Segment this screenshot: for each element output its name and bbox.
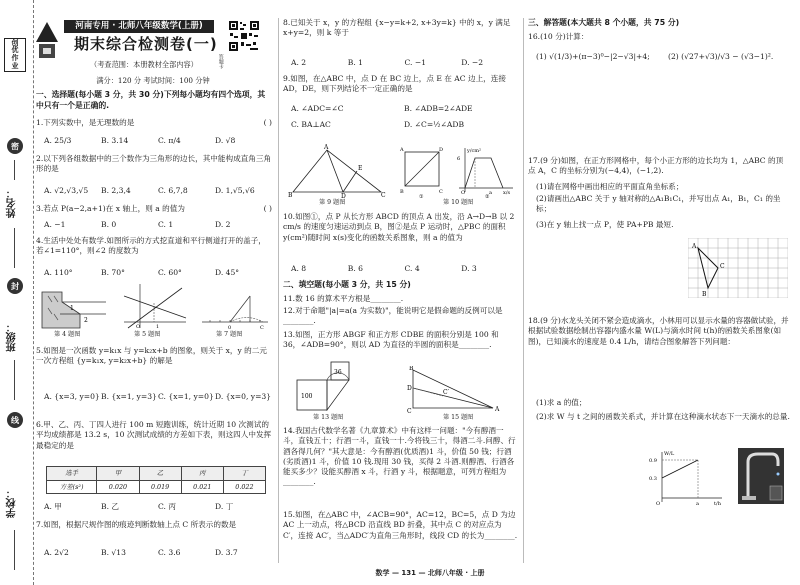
question-8 [283, 18, 518, 39]
question-text: 3.若点 P(a−2,a+1)在 x 轴上，则 a 的值为 [36, 204, 185, 213]
option[interactable]: A. 甲 [44, 502, 62, 511]
seal-mark: 封 [7, 278, 23, 294]
option[interactable]: C. −1 [404, 58, 427, 67]
option[interactable]: B. 1 [347, 58, 363, 67]
option[interactable]: C. {x=1, y=0} [158, 392, 214, 401]
exam-title: 期末综合检测卷(一) [74, 35, 218, 53]
q3-options [44, 220, 272, 230]
option[interactable]: B. {x=1, y=3} [101, 392, 157, 401]
option[interactable]: D. 2 [215, 220, 231, 229]
option[interactable]: A. −1 [44, 220, 66, 229]
graph-value: 0.9 [649, 458, 657, 464]
figure-q18-graph [648, 448, 728, 506]
option[interactable]: B. √13 [101, 548, 126, 557]
logo-icon [34, 20, 60, 60]
svg-text:①: ① [419, 194, 424, 198]
graph-x-label: t/h [714, 501, 721, 506]
svg-text:a: a [489, 190, 492, 196]
option[interactable]: A. {x=3, y=0} [44, 392, 100, 401]
question-14: 14.我国古代数学名著《九章算术》中有这样一问题："今有醇酒一斗，直钱五十；行酒一斗，直钱一十.今将钱三十，得酒二斗.问醇、行酒各得几何？"其大意是：今有醇酒(优质酒)1 斗，价值 50 钱；行酒(劣质酒)1 斗，价值 10 钱.现用 30 钱，买得 2 斗酒.则醇酒、行酒各能买多少？设能买醇酒 x 斗，行酒 y 斗，根据题意，可列方程组为________. [283, 426, 516, 487]
option[interactable]: A. 25/3 [44, 136, 72, 145]
question-15: 15.如图，在△ABC 中，∠ACB=90°，AC=12，BC=5，点 D 为边 AC 上一动点，将△BCD 沿直线 BD 折叠，其中点 C 的对应点为 C′，连接 AC′，当△ADC′为直角三角形时，线段 CD 的长为________. [283, 510, 518, 540]
seal-mark: 线 [7, 412, 23, 428]
figure-caption: 第 4 题图 [54, 331, 81, 338]
figure-q17-grid [688, 238, 788, 298]
table-cell: 0.019 [139, 480, 181, 494]
question-10 [283, 212, 518, 243]
q8-options [291, 58, 518, 68]
option[interactable]: A. 8 [291, 264, 307, 273]
q10-options [291, 264, 518, 274]
svg-text:y/cm²: y/cm² [467, 148, 482, 154]
svg-text:C: C [439, 189, 443, 195]
svg-text:B: B [409, 366, 414, 372]
svg-text:C: C [260, 325, 264, 330]
qr-caption: 答题卡 [217, 54, 224, 69]
option[interactable]: D. {x=0, y=3} [215, 392, 272, 401]
option[interactable]: D. 45° [215, 268, 240, 277]
question-4 [36, 236, 272, 257]
option[interactable]: B. 0 [101, 220, 117, 229]
question-2 [36, 154, 272, 175]
section-1-title: 一、选择题(每小题 3 分，共 30 分)下列每小题均有四个选项，其中只有一个是正确的. [36, 90, 266, 110]
svg-text:C: C [720, 263, 725, 270]
figure-caption: 第 13 题图 [313, 414, 344, 421]
svg-text:D: D [439, 147, 444, 153]
column-divider [523, 18, 524, 563]
option[interactable]: B. 6 [347, 264, 363, 273]
class-label: 班级： [7, 322, 18, 352]
svg-text:0: 0 [228, 325, 232, 330]
graph-value: a [696, 501, 699, 506]
question-3 [36, 204, 272, 214]
school-label: 学校： [7, 488, 18, 518]
table-header-cell: 丙 [181, 467, 223, 481]
option[interactable]: C. 3.6 [158, 548, 181, 557]
figure-q10 [399, 144, 517, 198]
table-cell: 方差(s²) [47, 480, 97, 494]
table-header-cell: 选手 [47, 467, 97, 481]
option[interactable]: D. ∠C=½∠ADB [404, 120, 465, 130]
option[interactable]: B. 乙 [101, 502, 120, 511]
option[interactable]: B. 3.14 [101, 136, 129, 145]
qr-code-icon[interactable] [228, 20, 260, 52]
question-13: 13.如图，正方形 ABGF 和正方形 CDBE 的面积分别是 100 和 36，∠ADB=90°，则以 AD 为直径的半圆的面积是________. [283, 330, 499, 350]
class-line[interactable] [14, 360, 15, 400]
graph-y-label: W/L [664, 451, 675, 457]
option[interactable]: B. ∠ADB=2∠ADE [404, 104, 473, 113]
section-3-title: 三、解答题(本大题共 8 个小题，共 75 分) [528, 18, 680, 27]
brand-char: 作 [11, 54, 19, 62]
figure-caption: 第 7 题图 [216, 331, 243, 338]
q2-options [44, 186, 272, 196]
school-line[interactable] [14, 530, 15, 570]
faucet-photo-icon [738, 448, 784, 504]
question-12: 12.对于命题"|a|=a(a 为实数)"，能说明它是假命题的反例可以是________. [283, 306, 503, 326]
svg-text:C′: C′ [443, 389, 449, 396]
column-divider [278, 18, 279, 563]
table-cell: 0.022 [223, 480, 265, 494]
question-text: 7.如图，根据尺规作图的痕迹判断数轴上点 C 所表示的数是 [36, 520, 237, 529]
option[interactable]: C. 60° [158, 268, 182, 277]
option[interactable]: C. 4 [404, 264, 420, 273]
table-header-cell: 甲 [97, 467, 139, 481]
question-18-part-2: (2)求 W 与 t 之间的函数关系式，并计算在这种滴水状态下一天滴水的总量. [536, 412, 790, 421]
svg-text:O: O [461, 190, 466, 196]
question-text: 1.下列实数中，是无理数的是 [36, 118, 135, 127]
graph-value: 0.3 [649, 476, 657, 482]
area-label: 100 [301, 393, 313, 400]
question-text: 9.如图，在△ABC 中，点 D 在 BC 边上，点 E 在 AC 边上，连接 AD，DE，则下列结论不一定正确的是 [283, 74, 506, 94]
figure-q5 [120, 282, 190, 330]
question-6 [36, 420, 272, 451]
option[interactable]: A. √2,√3,√5 [44, 186, 89, 195]
svg-text:6: 6 [457, 156, 461, 162]
table-header-cell: 丁 [223, 467, 265, 481]
option[interactable]: C. BA⊥AC [291, 120, 331, 130]
question-7 [36, 520, 272, 530]
figure-q13 [293, 358, 383, 414]
svg-text:②: ② [485, 194, 490, 198]
table-header-cell: 乙 [139, 467, 181, 481]
answer-paren[interactable]: ( ) [263, 118, 272, 127]
name-label: 姓名： [7, 188, 18, 218]
figure-q9 [287, 144, 387, 198]
page-footer: 数学 — 131 — 北师八年级 · 上册 [375, 569, 485, 577]
svg-text:2: 2 [84, 317, 88, 324]
question-17-part-2: (2)请画出△ABC 关于 y 轴对称的△A₁B₁C₁，并写出点 A₁，B₁，C₁ 的坐标； [536, 194, 781, 214]
option[interactable]: A. 110° [44, 268, 73, 277]
question-5 [36, 346, 272, 367]
option[interactable]: D. −2 [461, 58, 484, 67]
svg-text:A: A [324, 144, 329, 151]
brand-char: 创 [11, 38, 19, 47]
question-text: 8.已知关于 x，y 的方程组 {x−y=k+2, x+3y=k} 中的 x，y 满足 x+y=2，则 k 等于 [283, 18, 511, 38]
svg-text:D: D [407, 385, 412, 392]
question-text: 4.生活中处处有数学.如图所示的方式挖直道和平行侧道打开的盖子，若∠1=110°，则∠2 的度数为 [36, 236, 266, 256]
figure-q7 [200, 282, 270, 330]
figure-caption: 第 10 题图 [443, 199, 474, 206]
exam-meta: 满分：120 分 考试时间：100 分钟 [96, 76, 210, 85]
figure-caption: 第 15 题图 [443, 414, 474, 421]
option[interactable]: C. π/4 [158, 136, 181, 145]
option[interactable]: C. 丙 [158, 502, 176, 511]
option[interactable]: D. 丁 [215, 502, 234, 511]
question-17: 17.(9 分)如图，在正方形网格中，每个小正方形的边长均为 1，△ABC 的顶点 A，C 的坐标分别为(−4,4)，(−1,2). [528, 156, 784, 176]
svg-text:B: B [288, 192, 293, 198]
svg-text:B: B [400, 189, 404, 195]
q1-options [44, 136, 272, 146]
q9-options [291, 104, 518, 131]
brand-char: 优 [11, 46, 19, 55]
svg-text:D: D [341, 193, 346, 198]
svg-text:C: C [381, 192, 386, 198]
option[interactable]: D. 3.7 [215, 548, 238, 557]
question-1 [36, 118, 272, 128]
name-line[interactable] [14, 228, 15, 268]
series-banner: 河南专用 · 北师八年级数学(上册) [64, 20, 214, 33]
area-label: 36 [334, 369, 342, 376]
q7-options [44, 548, 272, 558]
svg-text:B: B [702, 291, 707, 298]
table-cell: 0.020 [97, 480, 139, 494]
table-row [47, 480, 266, 494]
svg-text:A: A [495, 406, 500, 413]
svg-text:O: O [136, 324, 141, 330]
question-18-part-1: (1)求 a 的值； [536, 398, 587, 407]
figure-caption: 第 5 题图 [134, 331, 161, 338]
question-16: 16.(10 分)计算： [528, 32, 589, 41]
q6-options [44, 502, 272, 512]
q5-options [44, 392, 272, 402]
question-16-part-2: (2) (√27+√3)/√3 − (√3−1)². [668, 52, 774, 61]
figure-q15 [403, 366, 513, 414]
section-2-title: 二、填空题(每小题 3 分，共 15 分) [283, 280, 411, 289]
svg-text:1: 1 [70, 305, 74, 312]
option[interactable]: D. 1,√5,√6 [215, 186, 255, 195]
binding-strip [0, 0, 34, 585]
svg-text:C: C [407, 408, 412, 414]
answer-paren[interactable]: ( ) [263, 204, 272, 213]
question-9 [283, 74, 518, 95]
option[interactable]: C. 1 [158, 220, 174, 229]
question-17-part-1: (1)请在网格中画出相应的平面直角坐标系； [536, 182, 684, 191]
seal-mark: 密 [7, 138, 23, 154]
question-text: 2.以下列各组数据中的三个数作为三角形的边长，其中能构成直角三角形的是 [36, 154, 272, 174]
option[interactable]: A. ∠ADC=∠C [291, 104, 344, 113]
graph-origin: O [656, 501, 661, 506]
question-18: 18.(9 分)水龙头关闭不紧会造成滴水，小林用可以显示水量的容器做试验，并根据试验数据绘制出容器内盛水量 W(L)与滴水时间 t(h)的函数关系图象(如图)，已知滴水的速度是 0.4 L/h，请结合图象解答下列问题： [528, 316, 789, 346]
svg-text:A: A [692, 243, 697, 250]
svg-text:x/s: x/s [503, 190, 511, 196]
option[interactable]: A. 2√2 [44, 548, 69, 557]
option[interactable]: D. 3 [461, 264, 477, 273]
exam-scope: （考查范围：本册教材全部内容） [90, 60, 198, 69]
brand-box [4, 38, 26, 72]
svg-text:E: E [358, 165, 363, 172]
variance-table [46, 466, 266, 494]
svg-text:A: A [400, 147, 404, 153]
option[interactable]: B. 2,3,4 [101, 186, 131, 195]
option[interactable]: C. 6,7,8 [158, 186, 188, 195]
question-text: 5.如图是一次函数 y=k₁x 与 y=k₂x+b 的图象，则关于 x，y 的二元一次方程组 {y=k₁x, y=k₂x+b} 的解是 [36, 346, 267, 366]
strip-line [14, 160, 15, 180]
option[interactable]: D. √8 [215, 136, 236, 145]
question-17-part-3: (3)在 y 轴上找一点 P，使 PA+PB 最短. [536, 220, 674, 229]
question-text: 10.如图①，点 P 从长方形 ABCD 的顶点 A 出发，沿 A→D→B 以 2 cm/s 的速度匀速运动到点 B，图②是点 P 运动时，△PBC 的面积 y(cm²)随时间 x(s)变化的函数关系图象，则 a 的值为 [283, 212, 515, 242]
figure-caption: 第 9 题图 [319, 199, 346, 206]
question-11: 11.数 16 的算术平方根是________. [283, 294, 404, 303]
question-16-part-1: (1) √(1/3)+(π−3)⁰−|2−√3|+4; [536, 52, 650, 61]
table-row [47, 467, 266, 481]
figure-q4 [40, 284, 110, 330]
table-cell: 0.021 [181, 480, 223, 494]
option[interactable]: A. 2 [291, 58, 307, 67]
svg-text:1: 1 [156, 324, 160, 330]
question-text: 6.甲、乙、丙、丁四人进行 100 m 短跑训练，统计近期 10 次测试的平均成绩都是 13.2 s，10 次测试成绩的方差如下表，则这四人中发挥最稳定的是 [36, 420, 272, 450]
brand-char: 业 [11, 61, 19, 70]
q4-options [44, 268, 272, 278]
option[interactable]: B. 70° [101, 268, 125, 277]
